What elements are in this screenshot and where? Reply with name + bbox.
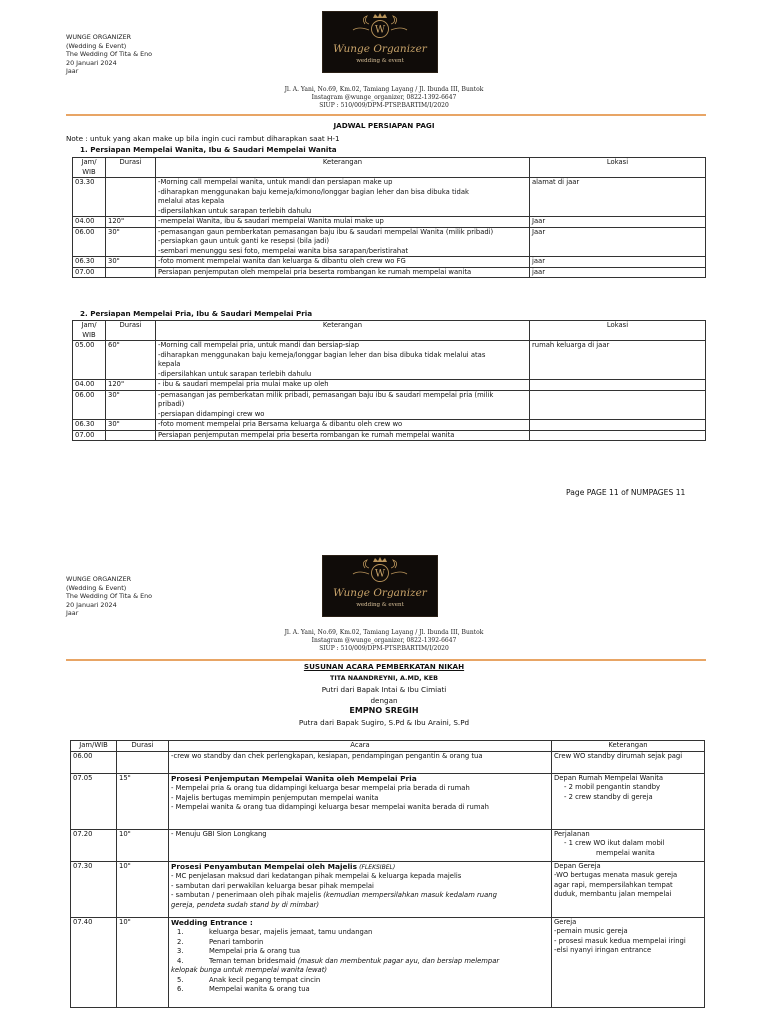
groom-prep-table <box>72 320 706 441</box>
entrance-item-number: 3. <box>177 947 184 955</box>
desc-line: -dipersilahkan untuk sarapan terlebih dahulu <box>158 369 312 378</box>
groom-name: EMPNO SREGIH <box>349 706 419 715</box>
cell-duration: 120" <box>106 380 156 391</box>
entrance-item <box>171 985 549 995</box>
page-1 <box>0 0 768 510</box>
schedule-note: Note : untuk yang akan make up bila ingin cuci rambut diharapkan saat H-1 <box>66 134 340 143</box>
schedule-title: JADWAL PERSIAPAN PAGI <box>333 121 435 130</box>
desc-line: -pemasangan jas pemberkatan milik pribadi, pemasangan baju ibu & saudari mempelai pria (milik <box>158 390 494 399</box>
note-line: - 2 crew standby di gereja <box>564 792 653 801</box>
entrance-item <box>171 976 549 986</box>
cell-time: 07.20 <box>71 829 117 861</box>
event-line: - Menuju GBI Sion Longkang <box>171 829 267 838</box>
instagram: Instagram @wunge_organizer, 0822-1392-6647 <box>311 636 457 644</box>
cell-event <box>169 917 552 1007</box>
entrance-item <box>171 957 549 967</box>
event-title <box>171 774 549 785</box>
event-title-text: Prosesi Penyambutan Mempelai oleh Majelis <box>171 861 357 871</box>
cell-desc <box>156 267 530 278</box>
col-header-note: Keterangan <box>552 741 705 752</box>
logo-text: Wunge Organizer <box>333 43 427 55</box>
table-header-row <box>73 321 706 341</box>
bride-prep-table <box>72 157 706 278</box>
event-line: - Mempelai wanita & orang tua didampingi keluarga besar mempelai wanita berada di rumah <box>171 803 489 811</box>
event-line-italic: (kemudian mempersilahkan masuk kedalam ruang <box>323 891 497 899</box>
cell-duration: 10" <box>117 917 169 1007</box>
table-row <box>71 829 705 861</box>
desc-line: -foto moment mempelai wanita dan keluarga & dibantu oleh crew wo FG <box>158 257 406 265</box>
cell-duration: 10" <box>117 861 169 917</box>
cell-location: jaar <box>530 257 706 268</box>
col-header-time: Jam/ WIB <box>73 321 106 341</box>
cell-time: 07.00 <box>73 430 106 441</box>
desc-line: pribadi) <box>158 400 185 408</box>
cell-desc <box>156 430 530 441</box>
cell-duration: 30" <box>106 257 156 268</box>
wedding-of: The Wedding Of Tita & Eno <box>66 50 153 59</box>
note-line: -elsi nyanyi iringan entrance <box>554 946 652 954</box>
cell-location <box>530 390 706 420</box>
cell-time: 07.30 <box>71 861 117 917</box>
cell-time: 07.05 <box>71 773 117 829</box>
cell-duration: 30" <box>106 390 156 420</box>
note-line: - 1 crew WO ikut dalam mobil <box>564 839 665 847</box>
cell-time: 05.00 <box>73 341 106 380</box>
company-logo <box>322 11 438 73</box>
event-line: - Majelis bertugas memimpin penjemputan mempelai wanita <box>171 793 379 802</box>
header-divider <box>66 659 706 661</box>
wedding-of: The Wedding Of Tita & Eno <box>66 592 153 601</box>
svg-text:W: W <box>374 24 386 36</box>
doc-author: Jaar <box>66 609 79 618</box>
program-title: SUSUNAN ACARA PEMBERKATAN NIKAH <box>303 662 465 671</box>
note-line: Depan Rumah Mempelai Wanita <box>554 773 664 782</box>
address: Jl. A. Yani, No.69, Km.02, Tamiang Layang / Jl. Ibunda III, Buntok <box>284 629 484 636</box>
entrance-item <box>171 938 549 948</box>
logo-text: Wunge Organizer <box>333 587 427 599</box>
col-header-duration: Durasi <box>117 741 169 752</box>
company-address-block <box>0 86 768 109</box>
event-line <box>171 891 549 901</box>
note-line: agar rapi, mempersilahkan tempat <box>554 880 673 889</box>
table-header-row <box>73 158 706 178</box>
cell-duration <box>106 178 156 217</box>
section-2-heading: 2. Persiapan Mempelai Pria, Ibu & Saudari Mempelai Pria <box>80 309 313 318</box>
event-title-suffix: (FLEKSIBEL) <box>359 863 396 871</box>
desc-line: -pemasangan gaun pemberkatan pemasangan baju ibu & saudari mempelai Wanita (milik pribadi) <box>158 227 494 236</box>
groom-parents: Putra dari Bapak Sugiro, S.Pd & Ibu Araini, S.Pd <box>298 718 470 727</box>
entrance-item-number: 2. <box>177 937 184 946</box>
col-header-duration: Durasi <box>106 158 156 178</box>
note-line: - prosesi masuk kedua mempelai iringi <box>554 936 686 945</box>
event-line: - MC penjelasan maksud dari kedatangan pihak mempelai & keluarga kepada majelis <box>171 872 462 880</box>
desc-line: -dipersilahkan untuk sarapan terlebih dahulu <box>158 206 312 215</box>
col-header-time: Jam/WIB <box>71 741 117 752</box>
note-line: -pemain music gereja <box>554 927 628 935</box>
col-header-desc: Keterangan <box>156 321 530 341</box>
cell-desc <box>156 380 530 391</box>
cell-duration <box>117 751 169 773</box>
event-line-text: - sambutan / penerimaan oleh pihak majelis <box>171 891 322 899</box>
org-name: WUNGE ORGANIZER <box>66 575 132 583</box>
note-line: duduk, membantu jalan mempelai <box>554 890 672 898</box>
event-title <box>171 918 549 929</box>
svg-text:W: W <box>374 568 386 580</box>
note-line: Perjalanan <box>554 829 590 838</box>
conjunction: dengan <box>370 696 398 705</box>
bride-parents: Putri dari Bapak Intai & Ibu Cimiati <box>321 685 447 694</box>
cell-duration <box>106 267 156 278</box>
cell-duration: 15" <box>117 773 169 829</box>
table-row <box>73 227 706 257</box>
ceremony-program-rows <box>71 751 705 1007</box>
siup: SIUP : 510/009/DPM-PTSP.BARTIM/I/2020 <box>319 644 449 652</box>
cell-location: alamat di jaar <box>530 178 706 217</box>
entrance-item-number: 4. <box>177 956 184 965</box>
desc-line: -Morning call mempelai wanita, untuk mandi dan persiapan make up <box>158 178 393 186</box>
org-name: WUNGE ORGANIZER <box>66 33 132 41</box>
groom-prep-rows <box>73 341 706 441</box>
page-number: Page PAGE 11 of NUMPAGES 11 <box>566 488 686 497</box>
cell-note <box>552 829 705 861</box>
cell-location: rumah keluarga di jaar <box>530 341 706 380</box>
org-meta <box>66 575 152 618</box>
note-line: Depan Gereja <box>554 861 601 870</box>
cell-desc <box>156 217 530 228</box>
cell-location <box>530 380 706 391</box>
entrance-item-number: 6. <box>177 985 184 993</box>
table-row <box>73 420 706 431</box>
logo-sub: wedding & event <box>356 602 404 608</box>
table-row <box>73 380 706 391</box>
entrance-item-note: (masuk dan membentuk pagar ayu, dan bersiap melempar <box>297 956 500 965</box>
col-header-location: Lokasi <box>530 158 706 178</box>
bride-prep-rows <box>73 178 706 278</box>
entrance-item-text: Teman teman bridesmaid <box>209 956 296 965</box>
org-sub: (Wedding & Event) <box>66 41 127 50</box>
event-line: - sambutan dari perwakilan keluarga besar pihak mempelai <box>171 881 374 890</box>
cell-time: 06.00 <box>73 390 106 420</box>
entrance-item-text: keluarga besar, majelis jemaat, tamu undangan <box>209 928 373 936</box>
cell-time: 07.40 <box>71 917 117 1007</box>
desc-line: - ibu & saudari mempelai pria mulai make up oleh <box>158 380 329 388</box>
event-title-text: Prosesi Penjemputan Mempelai Wanita oleh Mempelai Pria <box>171 773 417 783</box>
cell-time: 06.00 <box>71 751 117 773</box>
col-header-desc: Keterangan <box>156 158 530 178</box>
table-row <box>73 341 706 380</box>
cell-location: Jaar <box>530 217 706 228</box>
entrance-item <box>171 928 549 938</box>
table-row <box>71 751 705 773</box>
cell-desc <box>156 227 530 257</box>
cell-time: 07.00 <box>73 267 106 278</box>
instagram: Instagram @wunge_organizer, 0822-1392-6647 <box>311 93 457 101</box>
desc-line: -diharapkan menggunakan baju kemeja/kimono/longgar bagian leher dan bisa dibuka tidak <box>158 187 469 196</box>
siup: SIUP : 510/009/DPM-PTSP.BARTIM/I/2020 <box>319 101 449 109</box>
note-line: -WO bertugas menata masuk gereja <box>554 871 678 879</box>
table-header-row <box>71 741 705 752</box>
header-divider <box>66 114 706 116</box>
cell-duration: 10" <box>117 829 169 861</box>
event-line-italic: gereja, pendeta sudah stand by di mimbar) <box>171 900 320 909</box>
note-line: Gereja <box>554 917 577 926</box>
desc-line: -sembari menunggu sesi foto, mempelai wanita bisa sarapan/beristirahat <box>158 246 409 255</box>
note-line: - 2 mobil pengantin standby <box>564 783 661 791</box>
cell-time: 04.00 <box>73 380 106 391</box>
entrance-item-text: Anak kecil pegang tempat cincin <box>209 975 321 984</box>
desc-line: -Morning call mempelai pria, untuk mandi dan bersiap-siap <box>158 341 360 349</box>
logo-sub: wedding & event <box>356 58 404 64</box>
desc-line: melalui atas kepala <box>158 197 225 205</box>
cell-event <box>169 861 552 917</box>
cell-note <box>552 751 705 773</box>
table-row <box>73 217 706 228</box>
event-title <box>171 862 549 873</box>
entrance-item-number: 1. <box>177 928 184 936</box>
table-row <box>73 390 706 420</box>
address: Jl. A. Yani, No.69, Km.02, Tamiang Layang / Jl. Ibunda III, Buntok <box>284 86 484 93</box>
table-row <box>73 267 706 278</box>
table-row <box>71 773 705 829</box>
desc-line: -persiapan didampingi crew wo <box>158 409 265 418</box>
col-header-event: Acara <box>169 741 552 752</box>
entrance-item-text: Mempelai pria & orang tua <box>209 947 301 955</box>
note-line: Crew WO standby dirumah sejak pagi <box>554 751 683 760</box>
cell-note <box>552 917 705 1007</box>
cell-time: 06.30 <box>73 420 106 431</box>
entrance-item-note: kelopak bunga untuk mempelai wanita lewat) <box>171 966 328 974</box>
cell-time: 03.30 <box>73 178 106 217</box>
cell-desc <box>156 178 530 217</box>
org-meta <box>66 33 152 76</box>
ceremony-program-table <box>70 740 705 1008</box>
cell-location: Jaar <box>530 227 706 257</box>
note-line: mempelai wanita <box>596 848 655 857</box>
table-row <box>73 178 706 217</box>
table-row <box>71 861 705 917</box>
company-logo <box>322 555 438 617</box>
cell-location: jaar <box>530 267 706 278</box>
entrance-item <box>171 947 549 957</box>
desc-line: -diharapkan menggunakan baju kemeja/longgar bagian leher dan bisa dibuka tidak melalui atas <box>158 350 486 359</box>
desc-line: -foto moment mempelai pria Bersama keluarga & dibantu oleh crew wo <box>158 420 403 428</box>
cell-duration: 30" <box>106 227 156 257</box>
cell-note <box>552 861 705 917</box>
desc-line: kepala <box>158 360 181 368</box>
col-header-time: Jam/ WIB <box>73 158 106 178</box>
cell-time: 06.30 <box>73 257 106 268</box>
table-row <box>73 257 706 268</box>
bride-name: TITA NAANDREYNI, A.MD, KEB <box>330 674 438 682</box>
page-2 <box>0 545 768 1024</box>
cell-duration: 60" <box>106 341 156 380</box>
desc-line: Persiapan penjemputan oleh mempelai pria beserta rombangan ke rumah mempelai wanita <box>158 267 472 276</box>
cell-time: 04.00 <box>73 217 106 228</box>
section-1-heading: 1. Persiapan Mempelai Wanita, Ibu & Saudari Mempelai Wanita <box>80 145 337 154</box>
cell-desc <box>156 257 530 268</box>
cell-event <box>169 773 552 829</box>
entrance-item-text: Penari tamborin <box>209 937 264 946</box>
entrance-item-text: Mempelai wanita & orang tua <box>209 985 310 993</box>
desc-line: -mempelai Wanita, ibu & saudari mempelai Wanita mulai make up <box>158 217 384 225</box>
cell-duration: 120" <box>106 217 156 228</box>
cell-desc <box>156 390 530 420</box>
desc-line: Persiapan penjemputan mempelai pria beserta rombangan ke rumah mempelai wanita <box>158 430 455 439</box>
cell-time: 06.00 <box>73 227 106 257</box>
company-address-block <box>0 629 768 652</box>
table-row <box>73 430 706 441</box>
org-sub: (Wedding & Event) <box>66 583 127 592</box>
col-header-duration: Durasi <box>106 321 156 341</box>
col-header-location: Lokasi <box>530 321 706 341</box>
doc-author: Jaar <box>66 67 79 76</box>
doc-date: 20 Januari 2024 <box>66 600 117 609</box>
cell-location <box>530 420 706 431</box>
cell-event <box>169 829 552 861</box>
cell-note <box>552 773 705 829</box>
event-line: -crew wo standby dan chek perlengkapan, kesiapan, pendampingan pengantin & orang tua <box>171 751 483 760</box>
cell-location <box>530 430 706 441</box>
entrance-item-number: 5. <box>177 975 184 984</box>
cell-desc <box>156 341 530 380</box>
event-line: - Mempelai pria & orang tua didampingi keluarga besar mempelai pria berada di rumah <box>171 784 470 792</box>
table-row <box>71 917 705 1007</box>
cell-duration <box>106 430 156 441</box>
doc-date: 20 Januari 2024 <box>66 58 117 67</box>
event-title-text: Wedding Entrance : <box>171 917 253 927</box>
cell-duration: 30" <box>106 420 156 431</box>
cell-desc <box>156 420 530 431</box>
desc-line: -persiapkan gaun untuk ganti ke resepsi (bila jadi) <box>158 237 330 245</box>
cell-event <box>169 751 552 773</box>
